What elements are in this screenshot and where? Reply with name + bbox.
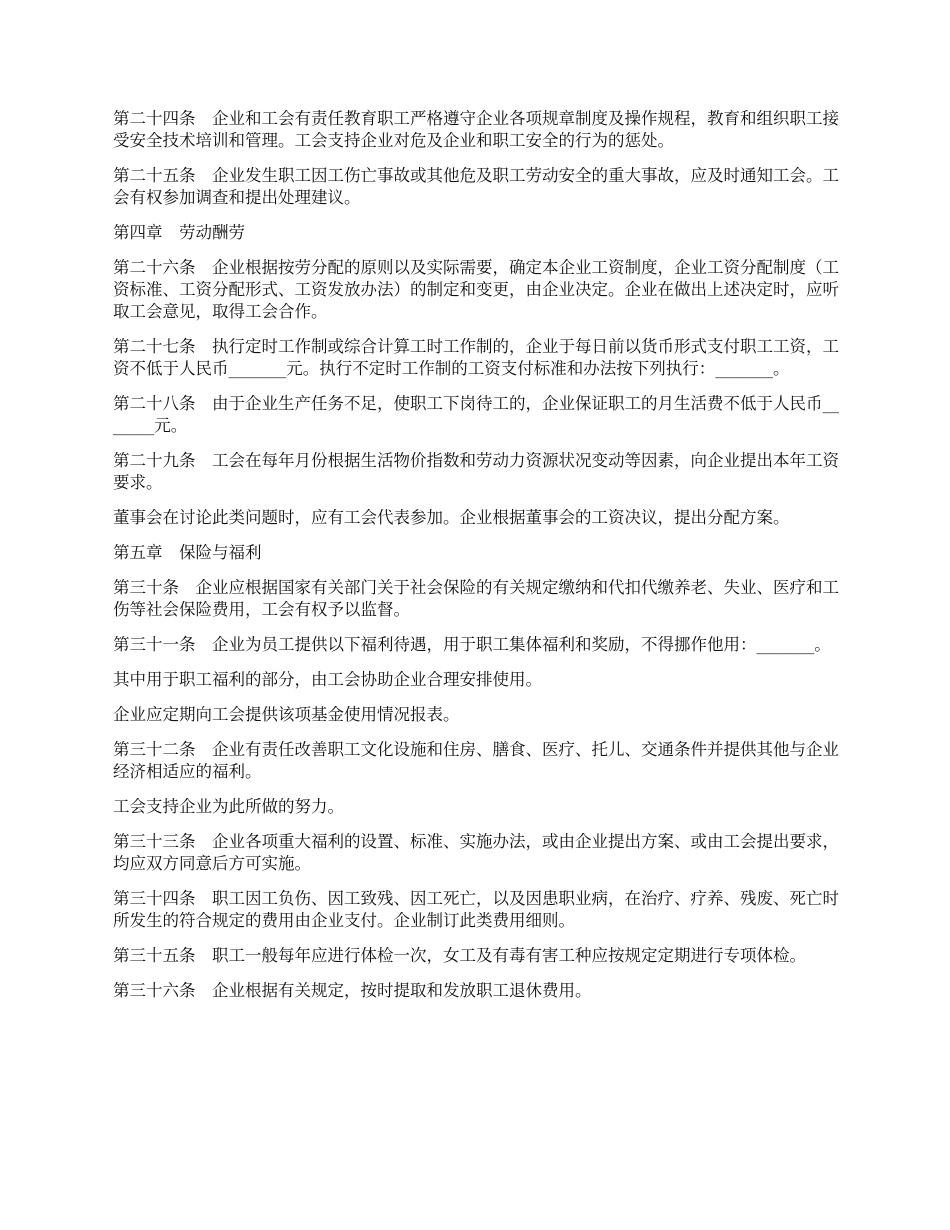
welfare-usage-paragraph: 其中用于职工福利的部分，由工会协助企业合理安排使用。 [113, 670, 542, 689]
article-32: 第三十二条 企业有责任改善职工文化设施和住房、膳食、医疗、托儿、交通条件并提供其他与企业经济相适应的福利。 [113, 740, 839, 781]
article-26: 第二十六条 企业根据按劳分配的原则以及实际需要，确定本企业工资制度，企业工资分配制度（工资标准、工资分配形式、工资发放办法）的制定和变更，由企业决定。企业在做出上述决定时，应听取工会意见，取得工会合作。 [113, 258, 839, 321]
article-27: 第二十七条 执行定时工作制或综合计算工时工作制的，企业于每日前以货币形式支付职工工资，工资不低于人民币_______元。执行不定时工作制的工资支付标准和办法按下列执行：_______。 [113, 337, 839, 378]
fund-report-paragraph: 企业应定期向工会提供该项基金使用情况报表。 [113, 705, 460, 724]
chapter-5-heading: 第五章 保险与福利 [113, 543, 262, 562]
article-36: 第三十六条 企业根据有关规定，按时提取和发放职工退休费用。 [113, 981, 592, 1000]
article-35: 第三十五条 职工一般每年应进行体检一次，女工及有毒有害工种应按规定定期进行专项体检。 [113, 946, 806, 965]
chapter-4-heading: 第四章 劳动酬劳 [113, 223, 245, 242]
article-33: 第三十三条 企业各项重大福利的设置、标准、实施办法，或由企业提出方案、或由工会提出要求，均应双方同意后方可实施。 [113, 832, 839, 873]
article-24: 第二十四条 企业和工会有责任教育职工严格遵守企业各项规章制度及操作规程，教育和组织职工接受安全技术培训和管理。工会支持企业对危及企业和职工安全的行为的惩处。 [113, 109, 839, 150]
article-25: 第二十五条 企业发生职工因工伤亡事故或其他危及职工劳动安全的重大事故，应及时通知工会。工会有权参加调查和提出处理建议。 [113, 166, 839, 207]
article-34: 第三十四条 职工因工负伤、因工致残、因工死亡，以及因患职业病，在治疗、疗养、残废、死亡时所发生的符合规定的费用由企业支付。企业制订此类费用细则。 [113, 889, 839, 930]
union-support-paragraph: 工会支持企业为此所做的努力。 [113, 797, 344, 816]
article-29: 第二十九条 工会在每年月份根据生活物价指数和劳动力资源状况变动等因素，向企业提出本年工资要求。 [113, 451, 839, 492]
article-31: 第三十一条 企业为员工提供以下福利待遇，用于职工集体福利和奖励，不得挪作他用：_______。 [113, 635, 831, 654]
article-28: 第二十八条 由于企业生产任务不足，使职工下岗待工的，企业保证职工的月生活费不低于人民币_______元。 [113, 394, 839, 435]
document-body [113, 108, 841, 1015]
board-paragraph: 董事会在讨论此类问题时，应有工会代表参加。企业根据董事会的工资决议，提出分配方案。 [113, 508, 790, 527]
article-30: 第三十条 企业应根据国家有关部门关于社会保险的有关规定缴纳和代扣代缴养老、失业、医疗和工伤等社会保险费用，工会有权予以监督。 [113, 578, 839, 619]
